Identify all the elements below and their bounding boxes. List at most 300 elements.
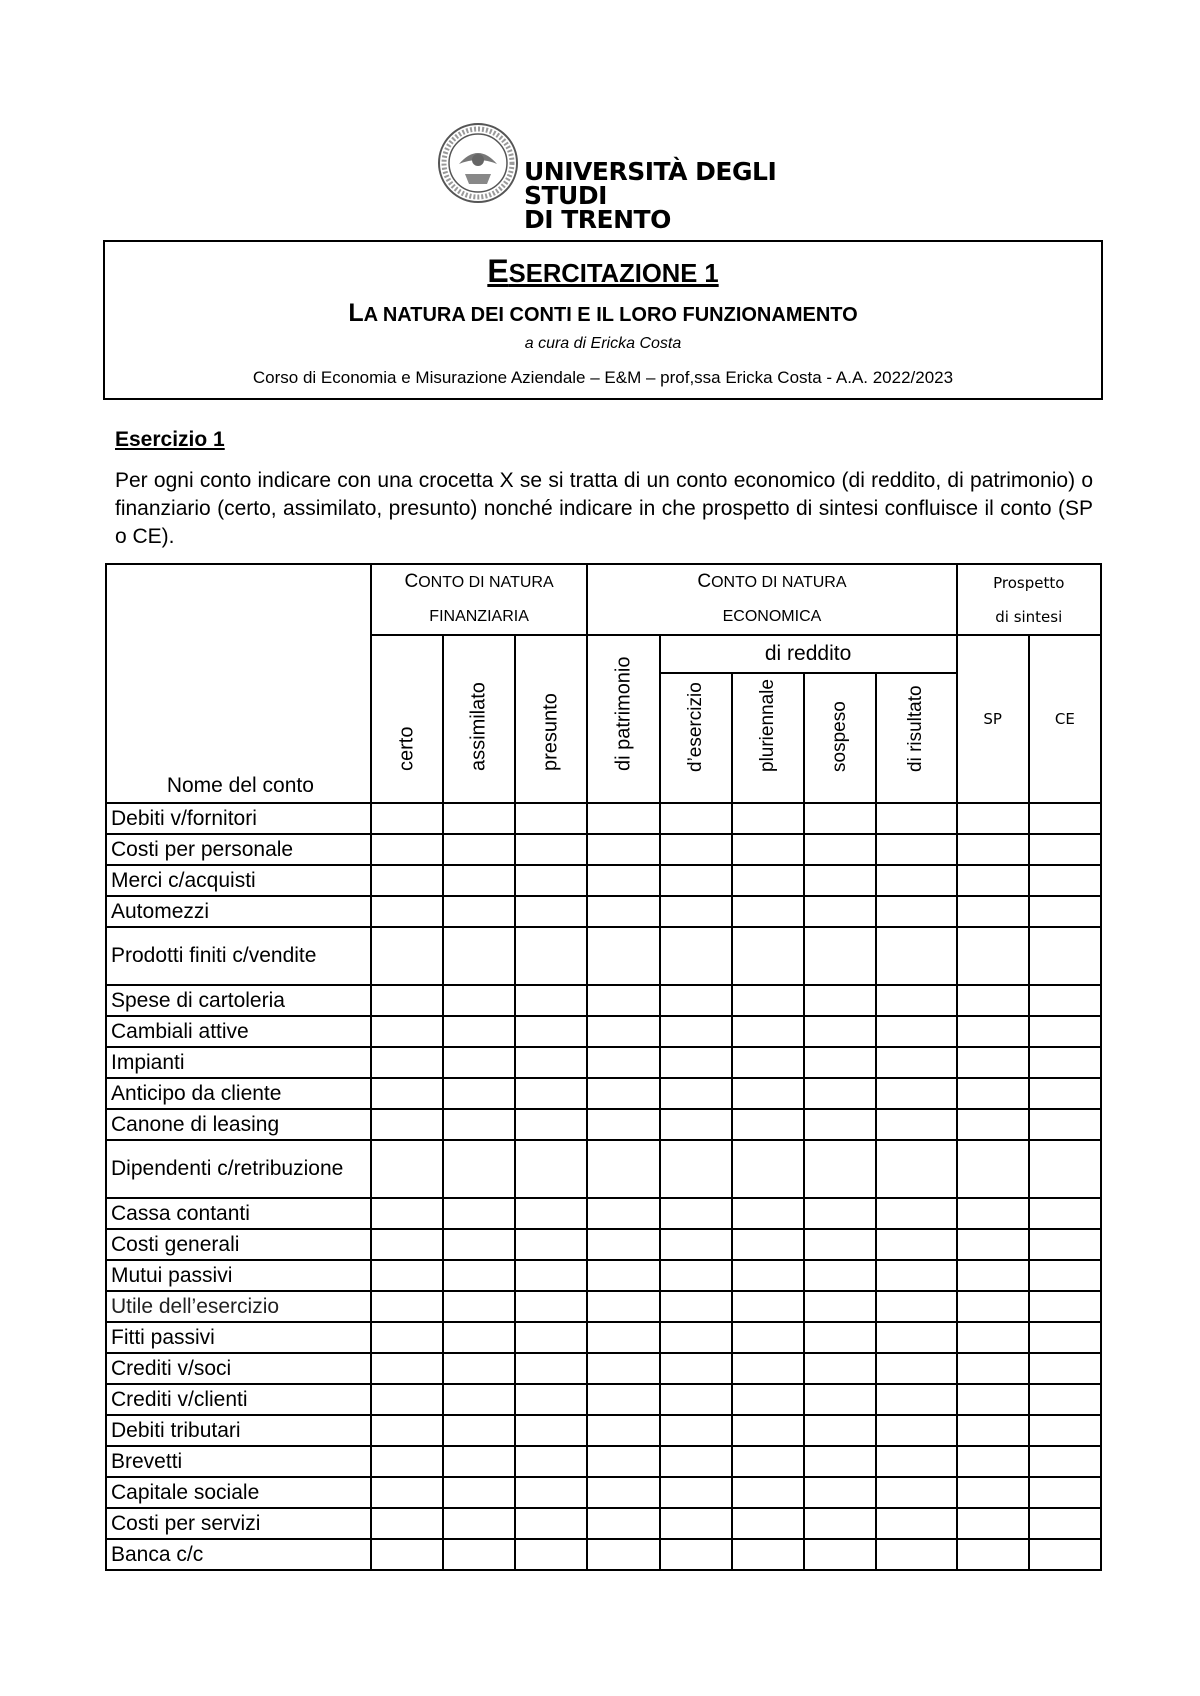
mark-cell[interactable] <box>371 834 443 865</box>
mark-cell[interactable] <box>732 927 804 985</box>
mark-cell[interactable] <box>443 985 515 1016</box>
mark-cell[interactable] <box>515 1322 587 1353</box>
mark-cell[interactable] <box>732 1446 804 1477</box>
mark-cell[interactable] <box>660 1384 732 1415</box>
mark-cell[interactable] <box>371 1353 443 1384</box>
accounts-table <box>105 563 1102 1571</box>
mark-cell[interactable] <box>515 1016 587 1047</box>
mark-cell[interactable] <box>732 1229 804 1260</box>
mark-cell[interactable] <box>371 1384 443 1415</box>
mark-cell[interactable] <box>804 865 876 896</box>
mark-cell[interactable] <box>371 1446 443 1477</box>
mark-cell[interactable] <box>876 1477 956 1508</box>
mark-cell[interactable] <box>371 803 443 834</box>
mark-cell[interactable] <box>371 1322 443 1353</box>
mark-cell[interactable] <box>660 1353 732 1384</box>
mark-cell[interactable] <box>587 1047 659 1078</box>
account-name-cell: Cambiali attive <box>106 1016 371 1047</box>
mark-cell[interactable] <box>732 1109 804 1140</box>
table-row <box>106 1384 1101 1415</box>
mark-cell[interactable] <box>876 1260 956 1291</box>
table-row <box>106 1229 1101 1260</box>
mark-cell[interactable] <box>443 1047 515 1078</box>
mark-cell[interactable] <box>660 1016 732 1047</box>
col-patrimonio-header <box>587 635 659 803</box>
mark-cell[interactable] <box>1029 834 1101 865</box>
mark-cell[interactable] <box>371 865 443 896</box>
mark-cell[interactable] <box>804 985 876 1016</box>
mark-cell[interactable] <box>371 1229 443 1260</box>
mark-cell[interactable] <box>515 1539 587 1570</box>
mark-cell[interactable] <box>660 1322 732 1353</box>
mark-cell[interactable] <box>660 927 732 985</box>
accounts-table-body <box>106 803 1101 1570</box>
mark-cell[interactable] <box>732 1415 804 1446</box>
mark-cell[interactable] <box>1029 865 1101 896</box>
mark-cell[interactable] <box>515 1446 587 1477</box>
col-pluriennale-header <box>732 673 804 803</box>
mark-cell[interactable] <box>515 1353 587 1384</box>
economic-group-title: ONTO DI NATURA <box>711 574 847 591</box>
mark-cell[interactable] <box>1029 1291 1101 1322</box>
mark-cell[interactable] <box>732 1477 804 1508</box>
mark-cell[interactable] <box>443 1198 515 1229</box>
col-ce-header: CE <box>1029 635 1101 803</box>
university-name-line2: DI TRENTO <box>524 205 671 234</box>
mark-cell[interactable] <box>587 1477 659 1508</box>
reddito-header: di reddito <box>660 635 957 673</box>
mark-cell[interactable] <box>660 1291 732 1322</box>
mark-cell[interactable] <box>957 1078 1029 1109</box>
mark-cell[interactable] <box>876 927 956 985</box>
mark-cell[interactable] <box>515 927 587 985</box>
mark-cell[interactable] <box>660 1109 732 1140</box>
university-seal-icon <box>437 122 519 204</box>
mark-cell[interactable] <box>1029 1047 1101 1078</box>
mark-cell[interactable] <box>876 1198 956 1229</box>
financial-group-header <box>371 564 588 635</box>
mark-cell[interactable] <box>876 1047 956 1078</box>
mark-cell[interactable] <box>876 803 956 834</box>
mark-cell[interactable] <box>957 1384 1029 1415</box>
mark-cell[interactable] <box>371 1260 443 1291</box>
mark-cell[interactable] <box>660 985 732 1016</box>
col-certo-header <box>371 635 443 803</box>
account-name-cell: Capitale sociale <box>106 1477 371 1508</box>
mark-cell[interactable] <box>660 1477 732 1508</box>
mark-cell[interactable] <box>515 1477 587 1508</box>
mark-cell[interactable] <box>660 1260 732 1291</box>
mark-cell[interactable] <box>732 1198 804 1229</box>
mark-cell[interactable] <box>804 1353 876 1384</box>
mark-cell[interactable] <box>957 1229 1029 1260</box>
mark-cell[interactable] <box>587 1109 659 1140</box>
course-line: Corso di Economia e Misurazione Aziendale – E&M – prof,ssa Ericka Costa - A.A. 2022/2023 <box>252 368 954 387</box>
mark-cell[interactable] <box>587 865 659 896</box>
mark-cell[interactable] <box>1029 1260 1101 1291</box>
account-name-cell: Merci c/acquisti <box>106 865 371 896</box>
mark-cell[interactable] <box>515 1198 587 1229</box>
mark-cell[interactable] <box>587 1353 659 1384</box>
mark-cell[interactable] <box>443 1415 515 1446</box>
financial-group-title: ONTO DI NATURA <box>418 574 554 591</box>
mark-cell[interactable] <box>1029 803 1101 834</box>
title-box <box>103 240 1103 400</box>
mark-cell[interactable] <box>876 1384 956 1415</box>
mark-cell[interactable] <box>443 1109 515 1140</box>
table-row <box>106 1291 1101 1322</box>
mark-cell[interactable] <box>804 896 876 927</box>
col-sospeso-header <box>804 673 876 803</box>
mark-cell[interactable] <box>587 1291 659 1322</box>
mark-cell[interactable] <box>443 1446 515 1477</box>
mark-cell[interactable] <box>587 985 659 1016</box>
mark-cell[interactable] <box>443 1322 515 1353</box>
mark-cell[interactable] <box>804 1539 876 1570</box>
mark-cell[interactable] <box>660 1198 732 1229</box>
mark-cell[interactable] <box>443 1539 515 1570</box>
table-row <box>106 1446 1101 1477</box>
mark-cell[interactable] <box>732 834 804 865</box>
mark-cell[interactable] <box>732 1322 804 1353</box>
mark-cell[interactable] <box>515 1229 587 1260</box>
mark-cell[interactable] <box>876 1291 956 1322</box>
mark-cell[interactable] <box>1029 1016 1101 1047</box>
mark-cell[interactable] <box>515 1384 587 1415</box>
mark-cell[interactable] <box>804 1477 876 1508</box>
mark-cell[interactable] <box>957 865 1029 896</box>
mark-cell[interactable] <box>371 1291 443 1322</box>
mark-cell[interactable] <box>732 1508 804 1539</box>
table-row <box>106 803 1101 834</box>
mark-cell[interactable] <box>804 1078 876 1109</box>
mark-cell[interactable] <box>371 1078 443 1109</box>
mark-cell[interactable] <box>515 1109 587 1140</box>
mark-cell[interactable] <box>515 1291 587 1322</box>
mark-cell[interactable] <box>660 865 732 896</box>
mark-cell[interactable] <box>732 1353 804 1384</box>
account-name-cell: Dipendenti c/retribuzione <box>106 1140 371 1198</box>
table-row <box>106 1016 1101 1047</box>
mark-cell[interactable] <box>876 1109 956 1140</box>
mark-cell[interactable] <box>587 834 659 865</box>
mark-cell[interactable] <box>371 1198 443 1229</box>
table-row <box>106 1322 1101 1353</box>
account-name-cell: Automezzi <box>106 896 371 927</box>
title-initial: E <box>487 253 509 289</box>
mark-cell[interactable] <box>732 1260 804 1291</box>
mark-cell[interactable] <box>957 1291 1029 1322</box>
university-logo <box>437 122 807 234</box>
account-name-cell: Costi per personale <box>106 834 371 865</box>
mark-cell[interactable] <box>443 1477 515 1508</box>
mark-cell[interactable] <box>660 1078 732 1109</box>
mark-cell[interactable] <box>957 896 1029 927</box>
col-sospeso-label: sospeso <box>829 701 851 772</box>
mark-cell[interactable] <box>587 1260 659 1291</box>
mark-cell[interactable] <box>443 896 515 927</box>
col-risultato-header <box>876 673 956 803</box>
mark-cell[interactable] <box>371 1047 443 1078</box>
table-row <box>106 1109 1101 1140</box>
mark-cell[interactable] <box>732 803 804 834</box>
mark-cell[interactable] <box>1029 896 1101 927</box>
mark-cell[interactable] <box>660 1539 732 1570</box>
mark-cell[interactable] <box>957 1353 1029 1384</box>
mark-cell[interactable] <box>957 1016 1029 1047</box>
mark-cell[interactable] <box>876 985 956 1016</box>
summary-group-header <box>957 564 1101 635</box>
mark-cell[interactable] <box>1029 1446 1101 1477</box>
mark-cell[interactable] <box>371 1109 443 1140</box>
mark-cell[interactable] <box>957 1477 1029 1508</box>
account-name-cell: Costi per servizi <box>106 1508 371 1539</box>
mark-cell[interactable] <box>587 1446 659 1477</box>
table-row <box>106 1078 1101 1109</box>
mark-cell[interactable] <box>957 1446 1029 1477</box>
mark-cell[interactable] <box>443 1016 515 1047</box>
mark-cell[interactable] <box>957 1508 1029 1539</box>
mark-cell[interactable] <box>957 1539 1029 1570</box>
account-name-cell: Crediti v/soci <box>106 1353 371 1384</box>
summary-group-subtitle: di sintesi <box>995 607 1063 626</box>
mark-cell[interactable] <box>876 1539 956 1570</box>
account-name-cell: Crediti v/clienti <box>106 1384 371 1415</box>
mark-cell[interactable] <box>876 1353 956 1384</box>
mark-cell[interactable] <box>957 1322 1029 1353</box>
mark-cell[interactable] <box>732 1291 804 1322</box>
mark-cell[interactable] <box>587 803 659 834</box>
mark-cell[interactable] <box>804 1384 876 1415</box>
mark-cell[interactable] <box>804 1109 876 1140</box>
mark-cell[interactable] <box>660 1508 732 1539</box>
account-name-cell: Spese di cartoleria <box>106 985 371 1016</box>
title-rest: SERCITAZIONE 1 <box>508 260 719 288</box>
mark-cell[interactable] <box>587 1322 659 1353</box>
mark-cell[interactable] <box>732 1140 804 1198</box>
mark-cell[interactable] <box>957 1260 1029 1291</box>
name-column-header: Nome del conto <box>106 564 371 803</box>
mark-cell[interactable] <box>804 1047 876 1078</box>
mark-cell[interactable] <box>1029 1539 1101 1570</box>
mark-cell[interactable] <box>804 834 876 865</box>
mark-cell[interactable] <box>371 985 443 1016</box>
mark-cell[interactable] <box>587 1508 659 1539</box>
mark-cell[interactable] <box>660 1446 732 1477</box>
mark-cell[interactable] <box>804 1140 876 1198</box>
author-line: a cura di Ericka Costa <box>524 335 682 352</box>
mark-cell[interactable] <box>1029 1140 1101 1198</box>
mark-cell[interactable] <box>957 1140 1029 1198</box>
mark-cell[interactable] <box>732 896 804 927</box>
subtitle-initial: L <box>348 299 364 327</box>
mark-cell[interactable] <box>876 1229 956 1260</box>
mark-cell[interactable] <box>732 1047 804 1078</box>
mark-cell[interactable] <box>1029 1415 1101 1446</box>
mark-cell[interactable] <box>443 834 515 865</box>
mark-cell[interactable] <box>371 896 443 927</box>
table-row <box>106 985 1101 1016</box>
mark-cell[interactable] <box>515 1078 587 1109</box>
mark-cell[interactable] <box>876 1415 956 1446</box>
mark-cell[interactable] <box>515 803 587 834</box>
mark-cell[interactable] <box>515 865 587 896</box>
mark-cell[interactable] <box>587 1415 659 1446</box>
mark-cell[interactable] <box>957 1198 1029 1229</box>
mark-cell[interactable] <box>587 896 659 927</box>
university-name-line1: UNIVERSITÀ DEGLI STUDI <box>524 157 777 210</box>
mark-cell[interactable] <box>804 803 876 834</box>
mark-cell[interactable] <box>443 1291 515 1322</box>
mark-cell[interactable] <box>443 1078 515 1109</box>
mark-cell[interactable] <box>515 1508 587 1539</box>
account-name-cell: Utile dell’esercizio <box>106 1291 371 1322</box>
mark-cell[interactable] <box>957 927 1029 985</box>
mark-cell[interactable] <box>1029 1078 1101 1109</box>
mark-cell[interactable] <box>1029 927 1101 985</box>
mark-cell[interactable] <box>443 865 515 896</box>
mark-cell[interactable] <box>660 834 732 865</box>
mark-cell[interactable] <box>660 1140 732 1198</box>
account-name-cell: Canone di leasing <box>106 1109 371 1140</box>
exercise-instructions: Per ogni conto indicare con una crocetta X se si tratta di un conto economico (di reddito, di patrimonio) o finanziario (certo, assimilato, presunto) nonché indicare in che prospetto di sintesi confluisce il conto (SP o CE). <box>115 469 1093 548</box>
mark-cell[interactable] <box>587 927 659 985</box>
mark-cell[interactable] <box>1029 985 1101 1016</box>
col-esercizio-header <box>660 673 732 803</box>
mark-cell[interactable] <box>957 1415 1029 1446</box>
mark-cell[interactable] <box>732 1016 804 1047</box>
mark-cell[interactable] <box>515 1140 587 1198</box>
mark-cell[interactable] <box>732 1078 804 1109</box>
table-row <box>106 1415 1101 1446</box>
col-sp-header: SP <box>957 635 1029 803</box>
mark-cell[interactable] <box>804 1446 876 1477</box>
mark-cell[interactable] <box>804 1322 876 1353</box>
table-row <box>106 1260 1101 1291</box>
mark-cell[interactable] <box>804 1229 876 1260</box>
account-name-cell: Costi generali <box>106 1229 371 1260</box>
mark-cell[interactable] <box>804 1291 876 1322</box>
mark-cell[interactable] <box>876 1508 956 1539</box>
mark-cell[interactable] <box>515 1047 587 1078</box>
mark-cell[interactable] <box>660 1047 732 1078</box>
mark-cell[interactable] <box>587 1140 659 1198</box>
mark-cell[interactable] <box>804 927 876 985</box>
mark-cell[interactable] <box>732 985 804 1016</box>
mark-cell[interactable] <box>1029 1198 1101 1229</box>
mark-cell[interactable] <box>443 803 515 834</box>
mark-cell[interactable] <box>587 1198 659 1229</box>
exercise-set-subtitle <box>105 298 1101 330</box>
mark-cell[interactable] <box>371 1140 443 1198</box>
financial-group-initial: C <box>404 571 419 592</box>
mark-cell[interactable] <box>1029 1229 1101 1260</box>
col-assimilato-label: assimilato <box>467 682 490 771</box>
table-row <box>106 927 1101 985</box>
mark-cell[interactable] <box>443 927 515 985</box>
mark-cell[interactable] <box>876 1322 956 1353</box>
mark-cell[interactable] <box>804 1260 876 1291</box>
mark-cell[interactable] <box>587 1078 659 1109</box>
mark-cell[interactable] <box>660 1415 732 1446</box>
mark-cell[interactable] <box>587 1016 659 1047</box>
mark-cell[interactable] <box>1029 1508 1101 1539</box>
mark-cell[interactable] <box>371 1016 443 1047</box>
mark-cell[interactable] <box>515 834 587 865</box>
mark-cell[interactable] <box>587 1229 659 1260</box>
mark-cell[interactable] <box>1029 1477 1101 1508</box>
mark-cell[interactable] <box>371 1539 443 1570</box>
mark-cell[interactable] <box>732 1384 804 1415</box>
table-row <box>106 865 1101 896</box>
mark-cell[interactable] <box>660 896 732 927</box>
mark-cell[interactable] <box>876 865 956 896</box>
mark-cell[interactable] <box>957 1109 1029 1140</box>
mark-cell[interactable] <box>515 1260 587 1291</box>
mark-cell[interactable] <box>443 1229 515 1260</box>
mark-cell[interactable] <box>515 896 587 927</box>
mark-cell[interactable] <box>443 1140 515 1198</box>
mark-cell[interactable] <box>876 1078 956 1109</box>
mark-cell[interactable] <box>1029 1353 1101 1384</box>
col-certo-label: certo <box>395 726 418 771</box>
mark-cell[interactable] <box>371 1477 443 1508</box>
mark-cell[interactable] <box>876 896 956 927</box>
mark-cell[interactable] <box>876 1446 956 1477</box>
mark-cell[interactable] <box>876 1140 956 1198</box>
mark-cell[interactable] <box>443 1353 515 1384</box>
mark-cell[interactable] <box>371 1508 443 1539</box>
mark-cell[interactable] <box>1029 1109 1101 1140</box>
mark-cell[interactable] <box>876 1016 956 1047</box>
mark-cell[interactable] <box>732 1539 804 1570</box>
mark-cell[interactable] <box>957 803 1029 834</box>
col-presunto-label: presunto <box>539 693 562 771</box>
table-row <box>106 1353 1101 1384</box>
mark-cell[interactable] <box>804 1415 876 1446</box>
mark-cell[interactable] <box>804 1198 876 1229</box>
mark-cell[interactable] <box>587 1384 659 1415</box>
mark-cell[interactable] <box>371 927 443 985</box>
mark-cell[interactable] <box>1029 1322 1101 1353</box>
mark-cell[interactable] <box>1029 1384 1101 1415</box>
mark-cell[interactable] <box>660 803 732 834</box>
mark-cell[interactable] <box>957 834 1029 865</box>
mark-cell[interactable] <box>443 1384 515 1415</box>
mark-cell[interactable] <box>515 1415 587 1446</box>
mark-cell[interactable] <box>587 1539 659 1570</box>
mark-cell[interactable] <box>876 834 956 865</box>
account-name-cell: Impianti <box>106 1047 371 1078</box>
mark-cell[interactable] <box>515 985 587 1016</box>
mark-cell[interactable] <box>804 1508 876 1539</box>
financial-group-subtitle: FINANZIARIA <box>429 608 529 625</box>
mark-cell[interactable] <box>957 1047 1029 1078</box>
mark-cell[interactable] <box>443 1260 515 1291</box>
account-name-cell: Cassa contanti <box>106 1198 371 1229</box>
account-name-cell: Brevetti <box>106 1446 371 1477</box>
mark-cell[interactable] <box>443 1508 515 1539</box>
table-row <box>106 1539 1101 1570</box>
account-name-cell: Fitti passivi <box>106 1322 371 1353</box>
mark-cell[interactable] <box>732 865 804 896</box>
table-row <box>106 1477 1101 1508</box>
mark-cell[interactable] <box>957 985 1029 1016</box>
mark-cell[interactable] <box>371 1415 443 1446</box>
mark-cell[interactable] <box>660 1229 732 1260</box>
table-row <box>106 1198 1101 1229</box>
mark-cell[interactable] <box>804 1016 876 1047</box>
